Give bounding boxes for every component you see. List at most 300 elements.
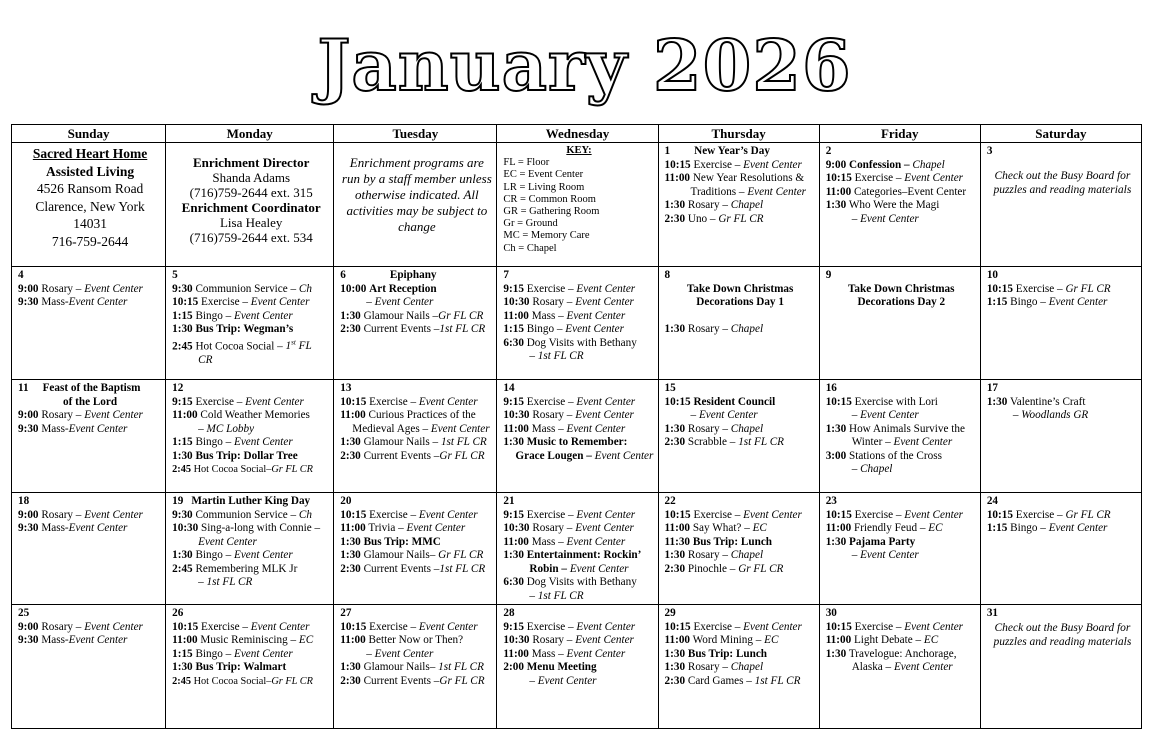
event-time: 11:00 bbox=[664, 522, 691, 534]
event-name: Current Events – bbox=[363, 449, 440, 462]
event-time: 10:15 bbox=[664, 158, 691, 171]
event-time: 10:15 bbox=[340, 620, 367, 633]
event-location: Event Center bbox=[575, 522, 634, 534]
event-name: Trivia – bbox=[368, 522, 407, 534]
event-time: 11:00 bbox=[503, 535, 529, 548]
event-time: 9:15 bbox=[503, 620, 524, 633]
event-name: Current Events – bbox=[363, 674, 440, 687]
event-time: 10:15 bbox=[340, 508, 367, 521]
event-name: Rosary – bbox=[532, 634, 576, 646]
event-name: Bus Trip: Lunch bbox=[692, 535, 773, 548]
event-time: 2:30 bbox=[340, 674, 361, 687]
event-location: Event Center bbox=[743, 158, 802, 171]
address-line2: Clarence, New York bbox=[35, 198, 145, 214]
event-location: Event Center bbox=[904, 172, 964, 184]
day-cell-9 bbox=[819, 267, 980, 380]
event-time: 10:15 bbox=[825, 620, 852, 633]
event-name: Exercise – bbox=[854, 620, 905, 633]
day-holiday: Epiphany bbox=[389, 269, 437, 281]
event-time: 2:30 bbox=[664, 212, 686, 225]
event-location: Event Center bbox=[860, 212, 919, 225]
event-name: Pinochle – bbox=[687, 562, 739, 575]
event-time: 1:30 bbox=[664, 422, 686, 435]
event-time: 11:00 bbox=[340, 634, 366, 646]
event-location: Event Center bbox=[68, 422, 128, 435]
event-name: Exercise – bbox=[201, 296, 251, 308]
day-cell-2 bbox=[819, 143, 980, 267]
event-name: Traditions – bbox=[690, 185, 748, 198]
day-number: 12 bbox=[172, 382, 184, 394]
event-name: Bus Trip: Walmart bbox=[195, 661, 287, 673]
key-item: CR = Common Room bbox=[503, 193, 596, 205]
event-time: 10:15 bbox=[825, 395, 852, 408]
event-location: 1st FL CR bbox=[754, 674, 801, 687]
event-name: Music to Remember: bbox=[526, 436, 628, 448]
event-name: Exercise – bbox=[854, 172, 905, 184]
day-cell-27: 27 10:15 Exercise – Event Center 11:00 Better Now or Then? – Event Center 1:30 Glamour Nails– 1st FL CR 2:30 Current Events –Gr FL CR bbox=[334, 605, 497, 729]
event-time: 1:30 bbox=[664, 549, 686, 561]
key-cell bbox=[497, 143, 658, 267]
event-name: Dog Visits with Bethany bbox=[526, 576, 637, 588]
event-location: 1st FL CR bbox=[537, 589, 584, 602]
day-number: 4 bbox=[18, 269, 24, 281]
event-time: 1:30 bbox=[825, 199, 847, 211]
event-location: Ch bbox=[298, 508, 312, 521]
event-name: Mass- bbox=[41, 296, 69, 308]
event-name: Music Reminiscing – bbox=[200, 634, 299, 646]
event-time: 1:15 bbox=[986, 522, 1008, 534]
event-location: Gr FL CR bbox=[1065, 282, 1111, 295]
event-name: Hot Cocoa Social – bbox=[195, 340, 286, 353]
event-time: 6:30 bbox=[503, 336, 524, 349]
event-location: Event Center bbox=[893, 436, 953, 448]
event-name: Word Mining – bbox=[692, 634, 765, 646]
event-time: 9:15 bbox=[172, 395, 193, 408]
home-info-cell bbox=[12, 143, 166, 267]
event-location: Event Center bbox=[233, 436, 293, 448]
event-name: Rosary – bbox=[41, 620, 85, 633]
event-location: EC bbox=[752, 522, 767, 534]
event-location: Event Center bbox=[250, 620, 310, 633]
event-time: 1:30 bbox=[664, 661, 686, 673]
event-name: Scrabble – bbox=[687, 436, 739, 448]
day-cell-8 bbox=[658, 267, 819, 380]
event-name: Mass – bbox=[531, 647, 567, 660]
event-time: 1:30 bbox=[503, 549, 524, 561]
event-name: Dog Visits with Bethany bbox=[526, 336, 637, 349]
event-name: Bus Trip: MMC bbox=[363, 535, 441, 548]
event-name: Entertainment: Rockin’ bbox=[526, 549, 642, 561]
event-location: Event Center bbox=[907, 185, 967, 198]
event-location: Gr FL CR bbox=[718, 212, 764, 225]
event-time: 9:15 bbox=[503, 395, 524, 408]
event-location: EC bbox=[923, 634, 939, 646]
day-cell-28: 28 9:15 Exercise – Event Center 10:30 Rosary – Event Center 11:00 Mass – Event Center 2:00 Menu Meeting – Event Center bbox=[497, 605, 658, 729]
event-time: 2:45 bbox=[172, 675, 191, 687]
event-name: Grace Lougen – bbox=[515, 449, 595, 462]
event-time: 2:45 bbox=[172, 562, 193, 575]
event-time: 3:00 bbox=[825, 449, 847, 462]
event-location: Event Center bbox=[418, 508, 478, 521]
event-time: 9:30 bbox=[172, 508, 193, 521]
address-line1: 4526 Ransom Road bbox=[36, 181, 144, 196]
event-time: 9:15 bbox=[503, 508, 524, 521]
event-location: 1st FL CR bbox=[206, 576, 253, 588]
event-time: 1:30 bbox=[503, 436, 524, 448]
day-number: 8 bbox=[664, 269, 671, 281]
event-location: Gr FL CR bbox=[439, 674, 485, 687]
day-holiday: Decorations Day 1 bbox=[696, 296, 784, 308]
staff-info-cell bbox=[166, 143, 334, 267]
event-name: Art Reception bbox=[369, 282, 437, 295]
event-name: Bus Trip: Dollar Tree bbox=[195, 449, 298, 462]
event-location: Event Center bbox=[374, 296, 434, 308]
busy-board-note: Check out the Busy Board for puzzles and reading materials bbox=[993, 621, 1132, 648]
event-name: Cold Weather Memories bbox=[200, 409, 310, 421]
event-name: Rosary – bbox=[532, 296, 576, 308]
event-time: 10:00 bbox=[340, 282, 367, 295]
day-number: 2 bbox=[825, 145, 832, 157]
event-location: Event Center bbox=[84, 508, 143, 521]
weekday-tuesday: Tuesday bbox=[334, 125, 497, 143]
key-item: FL = Floor bbox=[503, 157, 550, 169]
day-cell-7: 7 9:15 Exercise – Event Center 10:30 Rosary – Event Center 11:00 Mass – Event Center 1:15 Bingo – Event Center 6:30 Dog Visits with Bethany – 1st FL CR bbox=[497, 267, 658, 380]
event-name: Alaska – bbox=[851, 661, 894, 673]
event-time: 9:30 bbox=[172, 282, 193, 295]
event-time: 10:15 bbox=[664, 620, 691, 633]
day-cell-14 bbox=[497, 380, 658, 493]
week-row bbox=[12, 143, 1142, 267]
event-name: Card Games – bbox=[687, 674, 755, 687]
event-name: Sing-a-long with Connie – bbox=[201, 522, 321, 534]
event-name: Who Were the Magi bbox=[848, 199, 940, 211]
weekday-header-row bbox=[12, 125, 1142, 143]
event-location: Event Center bbox=[904, 620, 964, 633]
day-number: 3 bbox=[986, 145, 993, 157]
event-location: Event Center bbox=[68, 296, 128, 308]
event-location: Event Center bbox=[575, 634, 634, 646]
event-location: 1st FL CR bbox=[438, 661, 484, 673]
event-name: Menu Meeting bbox=[526, 661, 597, 673]
event-name: Friendly Feud – bbox=[853, 522, 929, 534]
event-name: Mass- bbox=[41, 634, 69, 646]
event-location: Ch bbox=[298, 282, 312, 295]
event-name: – bbox=[851, 212, 861, 225]
day-cell-16: 16 10:15 Exercise with Lori – Event Center 1:30 How Animals Survive the Winter – Event Center 3:00 Stations of the Cross – Chapel bbox=[819, 380, 980, 493]
day-number: 1 bbox=[664, 145, 671, 157]
day-holiday: of the Lord bbox=[63, 395, 118, 408]
day-number: 7 bbox=[503, 269, 509, 281]
event-location: EC bbox=[298, 634, 314, 646]
event-name: Stations of the Cross bbox=[849, 449, 942, 462]
weekday-saturday: Saturday bbox=[980, 125, 1141, 143]
event-name: Mass- bbox=[41, 522, 69, 534]
day-holiday: Martin Luther King Day bbox=[191, 495, 311, 507]
weekday-wednesday: Wednesday bbox=[497, 125, 658, 143]
event-location: Event Center bbox=[565, 323, 624, 335]
day-cell-17: 17 1:30 Valentine’s Craft – Woodlands GR bbox=[980, 380, 1141, 493]
event-name: Pajama Party bbox=[849, 535, 916, 548]
day-number: 26 bbox=[172, 607, 184, 619]
event-location: Event Center bbox=[1048, 522, 1108, 534]
event-time: 1:30 bbox=[172, 549, 193, 561]
event-location: Event Center bbox=[233, 549, 293, 561]
event-time: 1:30 bbox=[172, 661, 193, 673]
day-number: 13 bbox=[340, 382, 352, 394]
event-time: 11:00 bbox=[503, 647, 529, 660]
event-name: Rosary – bbox=[687, 661, 731, 673]
event-time: 10:30 bbox=[503, 634, 530, 646]
event-location: Event Center bbox=[594, 449, 654, 462]
event-time: 2:30 bbox=[340, 323, 361, 335]
event-time: 11:00 bbox=[503, 422, 529, 435]
event-location: Event Center bbox=[537, 674, 597, 687]
event-name: Current Events – bbox=[363, 562, 440, 575]
day-cell-25 bbox=[12, 605, 166, 729]
event-name: Winter – bbox=[851, 436, 894, 448]
event-location: Event Center bbox=[576, 620, 636, 633]
event-name: Mass – bbox=[531, 422, 567, 435]
event-name: Confession – bbox=[849, 158, 913, 171]
event-name: Rosary – bbox=[532, 522, 576, 534]
event-location: 1st FL CR bbox=[537, 350, 584, 362]
event-location: Event Center bbox=[68, 522, 128, 534]
weekday-sunday: Sunday bbox=[12, 125, 166, 143]
event-location: Event Center bbox=[233, 647, 293, 660]
day-holiday: New Year’s Day bbox=[694, 145, 770, 157]
event-location: 1st FL CR bbox=[439, 562, 486, 575]
event-location: CR bbox=[198, 353, 213, 366]
home-phone: 716-759-2644 bbox=[51, 233, 129, 249]
event-location: Event Center bbox=[569, 562, 629, 575]
event-time: 10:15 bbox=[172, 620, 199, 633]
event-name: – bbox=[198, 422, 207, 435]
coordinator-name: Lisa Healey bbox=[219, 215, 283, 230]
event-name: Glamour Nails– bbox=[363, 549, 439, 561]
event-name: Glamour Nails – bbox=[363, 436, 441, 448]
day-number: 17 bbox=[986, 382, 999, 394]
day-cell-21: 21 9:15 Exercise – Event Center 10:30 Rosary – Event Center 11:00 Mass – Event Center 1:30 Entertainment: Rockin’ Robin – Event Center 6:30 Dog Visits with Bethany – 1st FL CR bbox=[497, 493, 658, 605]
event-name: Categories– bbox=[853, 185, 908, 198]
event-name: Exercise – bbox=[1015, 508, 1066, 521]
day-holiday: Take Down Christmas bbox=[686, 282, 794, 295]
day-number: 14 bbox=[503, 382, 515, 394]
event-location: Event Center bbox=[747, 185, 807, 198]
director-name: Shanda Adams bbox=[212, 170, 291, 185]
event-location: Gr FL CR bbox=[438, 549, 484, 561]
week-row bbox=[12, 493, 1142, 605]
coordinator-title: Enrichment Coordinator bbox=[181, 200, 321, 215]
event-name: Uno – bbox=[687, 212, 719, 225]
day-number: 19 bbox=[172, 495, 184, 507]
event-time: 1:30 bbox=[825, 422, 847, 435]
event-name: Exercise – bbox=[526, 395, 577, 408]
week-row bbox=[12, 605, 1142, 729]
event-location: Event Center bbox=[245, 395, 304, 408]
event-location: Event Center bbox=[1048, 296, 1108, 308]
program-note: Enrichment programs are run by a staff member unless otherwise indicated. All activities may be subject to change bbox=[341, 155, 492, 234]
event-time: 1:30 bbox=[340, 535, 361, 548]
busy-board-note: Check out the Busy Board for puzzles and reading materials bbox=[993, 169, 1132, 196]
event-time: 11:00 bbox=[825, 185, 852, 198]
event-name: Bingo – bbox=[195, 436, 234, 448]
day-cell-31 bbox=[980, 605, 1141, 729]
event-name: New Year Resolutions & bbox=[692, 172, 805, 184]
event-name: Exercise – bbox=[693, 508, 744, 521]
address-zip: 14031 bbox=[73, 216, 107, 231]
day-cell-20 bbox=[334, 493, 497, 605]
director-phone: (716)759-2644 ext. 315 bbox=[189, 185, 313, 200]
event-time: 11:00 bbox=[825, 634, 852, 646]
event-name: How Animals Survive the bbox=[849, 422, 965, 435]
event-name: Exercise – bbox=[1015, 282, 1066, 295]
coordinator-phone: (716)759-2644 ext. 534 bbox=[189, 230, 313, 245]
event-name: Bus Trip: Lunch bbox=[687, 647, 768, 660]
event-name: Glamour Nails – bbox=[363, 309, 439, 322]
event-time: 10:15 bbox=[172, 296, 199, 308]
event-location: Chapel bbox=[730, 322, 764, 335]
key-item: EC = Event Center bbox=[503, 169, 584, 181]
event-time: 2:30 bbox=[664, 674, 686, 687]
day-number: 11 bbox=[18, 382, 29, 394]
event-time: 11:00 bbox=[664, 634, 691, 646]
event-location: Gr FL CR bbox=[1065, 508, 1111, 521]
event-location: Event Center bbox=[904, 508, 964, 521]
day-number: 23 bbox=[825, 495, 837, 507]
day-cell-18 bbox=[12, 493, 166, 605]
event-time: 11:00 bbox=[172, 409, 198, 421]
day-cell-29 bbox=[658, 605, 819, 729]
event-time: 10:15 bbox=[825, 508, 852, 521]
event-time: 1:30 bbox=[340, 309, 361, 322]
event-time: 2:00 bbox=[503, 661, 524, 673]
event-location: Event Center bbox=[566, 309, 626, 322]
event-location: Chapel bbox=[730, 661, 764, 673]
title-wrap bbox=[0, 26, 1169, 106]
event-name: Bingo – bbox=[195, 549, 234, 561]
day-holiday: Feast of the Baptism bbox=[42, 382, 141, 394]
event-name: Bingo – bbox=[1010, 296, 1049, 308]
day-number: 31 bbox=[986, 607, 999, 619]
event-name: Exercise – bbox=[369, 395, 419, 408]
event-name: Exercise – bbox=[369, 508, 419, 521]
event-location: Event Center bbox=[743, 620, 802, 633]
event-location: Event Center bbox=[743, 508, 802, 521]
event-name: Valentine’s Craft bbox=[1009, 395, 1086, 408]
event-time: 9:30 bbox=[18, 522, 39, 534]
director-title: Enrichment Director bbox=[193, 155, 310, 170]
day-number: 16 bbox=[825, 382, 837, 394]
day-number: 15 bbox=[664, 382, 676, 394]
event-location: Event Center bbox=[576, 508, 636, 521]
event-name: Exercise with Lori bbox=[854, 395, 938, 408]
event-name: Rosary – bbox=[41, 508, 85, 521]
event-time: 9:00 bbox=[18, 282, 39, 295]
key-item: MC = Memory Care bbox=[503, 230, 590, 242]
event-time: 9:00 bbox=[18, 508, 39, 521]
event-time: 9:30 bbox=[18, 634, 39, 646]
day-number: 30 bbox=[825, 607, 837, 619]
event-location: EC bbox=[764, 634, 779, 646]
event-location: Event Center bbox=[198, 535, 257, 548]
event-name: Mass- bbox=[41, 422, 69, 435]
home-sub: Assisted Living bbox=[45, 163, 135, 179]
day-number: 20 bbox=[340, 495, 352, 507]
weekday-thursday: Thursday bbox=[658, 125, 819, 143]
key-title: KEY: bbox=[566, 145, 592, 156]
event-location: Event Center bbox=[566, 535, 626, 548]
event-location: Event Center bbox=[233, 309, 293, 322]
day-holiday: Decorations Day 2 bbox=[857, 296, 946, 308]
event-name: Exercise – bbox=[693, 620, 744, 633]
event-time: 9:30 bbox=[18, 296, 39, 308]
event-name: Rosary – bbox=[41, 409, 85, 421]
day-cell-4 bbox=[12, 267, 166, 380]
event-name: Remembering MLK Jr bbox=[195, 562, 298, 575]
event-time: 1:15 bbox=[172, 436, 193, 448]
event-name: Bingo – bbox=[526, 323, 566, 335]
event-time: 11:00 bbox=[172, 634, 198, 646]
event-name: Robin – bbox=[529, 562, 570, 575]
event-name: Mass – bbox=[531, 535, 567, 548]
key-item: GR = Gathering Room bbox=[503, 206, 600, 218]
event-time: 1:30 bbox=[825, 535, 847, 548]
event-time: 11:00 bbox=[664, 172, 691, 184]
key-item: Gr = Ground bbox=[503, 218, 558, 230]
event-name: Bus Trip: Wegman’s bbox=[195, 323, 294, 335]
day-cell-5: 5 9:30 Communion Service – Ch 10:15 Exercise – Event Center 1:15 Bingo – Event Center 1:30 Bus Trip: Wegman’s 2:45 Hot Cocoa Social – 1st FL CR bbox=[166, 267, 334, 380]
event-name: Travelogue: Anchorage, bbox=[848, 647, 957, 660]
day-number: 24 bbox=[986, 495, 999, 507]
event-name: Bingo – bbox=[195, 647, 234, 660]
event-time: 1:15 bbox=[172, 647, 193, 660]
event-time: 11:00 bbox=[340, 409, 366, 421]
day-number: 25 bbox=[18, 607, 30, 619]
event-time: 10:30 bbox=[503, 522, 530, 534]
event-time: 1:30 bbox=[172, 323, 193, 335]
home-name: Sacred Heart Home bbox=[32, 146, 148, 161]
event-name: Rosary – bbox=[687, 549, 731, 561]
event-name: Exercise – bbox=[195, 395, 246, 408]
event-time: 1:30 bbox=[664, 647, 686, 660]
key-item: LR = Living Room bbox=[503, 181, 585, 193]
event-name: Communion Service – bbox=[195, 508, 299, 521]
event-time: 10:15 bbox=[986, 508, 1013, 521]
event-name: Rosary – bbox=[41, 282, 85, 295]
day-cell-12 bbox=[166, 380, 334, 493]
event-location: Event Center bbox=[566, 422, 626, 435]
event-location: Chapel bbox=[730, 199, 764, 211]
event-name: Glamour Nails– bbox=[363, 661, 439, 673]
day-number: 27 bbox=[340, 607, 352, 619]
event-name: – bbox=[366, 296, 375, 308]
event-name: Rosary – bbox=[687, 199, 731, 211]
event-time: 2:30 bbox=[340, 562, 361, 575]
event-name: Light Debate – bbox=[853, 634, 924, 646]
day-cell-19: 19 Martin Luther King Day 9:30 Communion Service – Ch 10:30 Sing-a-long with Connie – Event Center 1:30 Bingo – Event Center 2:45 Remembering MLK Jr – 1st FL CR bbox=[166, 493, 334, 605]
day-cell-15: 15 10:15 Resident Council – Event Center 1:30 Rosary – Chapel 2:30 Scrabble – 1st FL CR bbox=[658, 380, 819, 493]
event-time: 1:30 bbox=[825, 647, 847, 660]
event-time: 9:30 bbox=[18, 422, 39, 435]
weekday-friday: Friday bbox=[819, 125, 980, 143]
event-name: Rosary – bbox=[687, 422, 731, 435]
event-location: Event Center bbox=[575, 296, 634, 308]
day-number: 28 bbox=[503, 607, 515, 619]
event-time: 10:15 bbox=[664, 508, 691, 521]
event-location: Event Center bbox=[374, 647, 434, 660]
day-number: 6 bbox=[340, 269, 346, 281]
event-time: 2:30 bbox=[664, 562, 686, 575]
